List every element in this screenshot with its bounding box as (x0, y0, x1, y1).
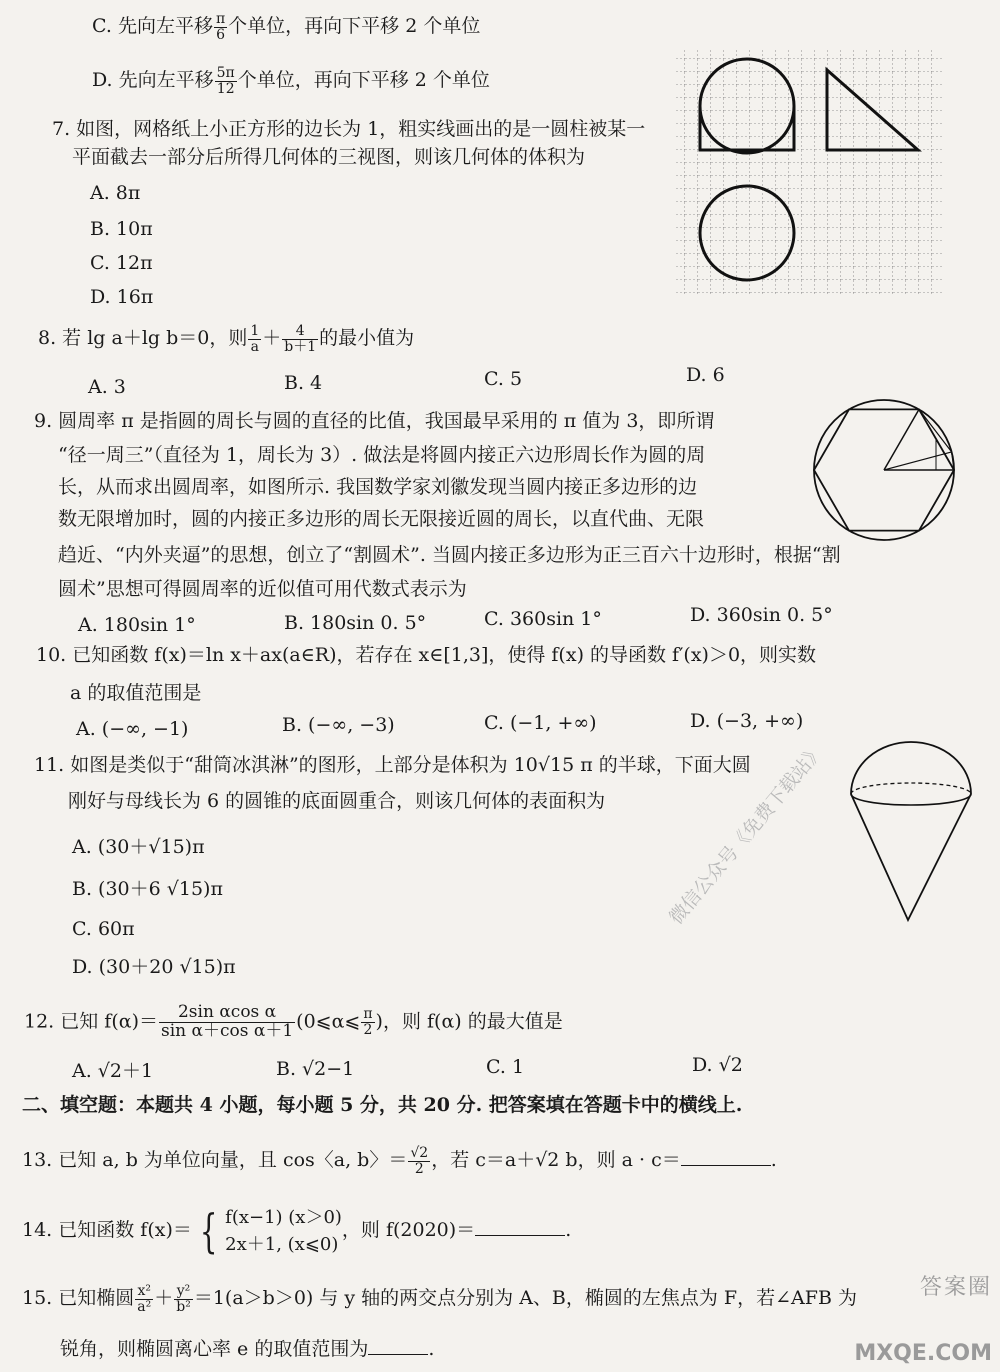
q12-option-b: B. √2−1 (276, 1058, 355, 1080)
q9-option-d: D. 360sin 0. 5° (690, 604, 833, 626)
q11-option-a: A. (30＋√15)π (72, 836, 205, 858)
q10-option-a: A. (−∞, −1) (76, 718, 189, 740)
q6-option-c: C. 先向左平移 $\frac{\pi}{6}$ 个单位，再向下平移 2 个单位 (92, 11, 481, 43)
q11-option-b: B. (30＋6 √15)π (72, 878, 223, 900)
q8-stem: 8. 若 lg a＋lg b＝0，则 $\frac{1}{a}$ ＋ $\frac{4}{b+1}$ 的最小值为 (38, 323, 415, 355)
q9-stem-line4: 数无限增加时，圆的内接正多边形的周长无限接近圆的周长，以直代曲、无限 (58, 508, 705, 530)
q8-option-c: C. 5 (484, 368, 523, 390)
q6-d-fraction: $\frac{5\pi}{12}$ (216, 65, 235, 97)
bisector-line (884, 452, 952, 470)
q12-option-d: D. √2 (692, 1054, 743, 1076)
site-logo-watermark: 答案圈 MXQE.COM (854, 1275, 992, 1366)
grid-paper (674, 48, 942, 294)
q15-stem-line2: 锐角，则椭圆离心率 e 的取值范围为 . (60, 1338, 435, 1360)
q9-stem-line2: “径一周三”（直径为 1，周长为 3）. 做法是将圆内接正六边形周长作为圆的周 (58, 444, 706, 466)
q6-c-fraction: $\frac{\pi}{6}$ (215, 11, 226, 43)
q9-option-c: C. 360sin 1° (484, 608, 602, 630)
q9-stem-line6: 圆术”思想可得圆周率的近似值可用代数式表示为 (58, 578, 467, 600)
q12-option-c: C. 1 (486, 1056, 525, 1078)
q11-stem-line2: 刚好与母线长为 6 的圆锥的底面圆重合，则该几何体的表面积为 (68, 790, 606, 812)
inscribed-hexagon-circle-figure (810, 396, 958, 544)
cone-outline (851, 794, 971, 920)
q8-fraction-1: $\frac{1}{a}$ (250, 323, 260, 355)
q14-cases: f(x−1) (x＞0) 2x＋1, (x⩽0) (225, 1207, 342, 1255)
hemisphere-outline (851, 742, 971, 794)
dodecagon-edge (919, 409, 952, 452)
q13-stem: 13. 已知 a, b 为单位向量，且 cos〈a, b〉＝ $\frac{√2}{2}$ ，若 c＝a＋√2 b，则 a · c＝ . (22, 1145, 777, 1177)
q9-stem-line5: 趋近、“内外夹逼”的思想，创立了“割圆术”. 当圆内接正多边形为正三百六十边形时，根据“割 (58, 544, 841, 566)
q7-option-d: D. 16π (90, 286, 154, 308)
q11-stem-line1: 11. 如图是类似于“甜筒冰淇淋”的图形，上部分是体积为 10√15 π 的半球，下面大圆 (34, 754, 751, 776)
q12-stem: 12. 已知 f(α)＝ $\frac{\text{2sin αcos α}}{\text{sin α＋cos α＋1}}$ (0⩽α⩽ $\frac{\pi}{2}$ )，则 f(α) 的最大值是 (24, 1002, 563, 1041)
q10-option-d: D. (−3, +∞) (690, 710, 804, 732)
q7-option-b: B. 10π (90, 218, 153, 240)
q9-option-b: B. 180sin 0. 5° (284, 612, 427, 634)
q14-stem: 14. 已知函数 f(x)＝ { f(x−1) (x＞0) 2x＋1, (x⩽0) ，则 f(2020)＝ . (22, 1204, 572, 1258)
q9-stem-line3: 长，从而求出圆周率，如图所示. 我国数学家刘徽发现当圆内接正多边形的边 (58, 476, 698, 498)
q7-option-c: C. 12π (90, 252, 153, 274)
base-ellipse-front (851, 794, 971, 805)
base-ellipse-back (851, 783, 971, 794)
q8-option-b: B. 4 (284, 372, 323, 394)
q11-option-d: D. (30＋20 √15)π (72, 956, 236, 978)
q8-fraction-2: $\frac{4}{b+1}$ (284, 323, 317, 355)
q9-option-a: A. 180sin 1° (78, 614, 196, 636)
q10-stem-line1: 10. 已知函数 f(x)＝ln x＋ax(a∈R)，若存在 x∈[1,3]，使得 f(x) 的导函数 f′(x)＞0，则实数 (36, 644, 817, 666)
q13-answer-blank[interactable] (681, 1165, 771, 1166)
q10-option-b: B. (−∞, −3) (282, 714, 395, 736)
q12-condition-fraction: $\frac{\pi}{2}$ (363, 1006, 373, 1038)
q7-stem-line2: 平面截去一部分后所得几何体的三视图，则该几何体的体积为 (72, 146, 586, 168)
wechat-watermark: 微信公众号《免费下载站》 (665, 739, 829, 929)
q7-option-a: A. 8π (90, 182, 141, 204)
q6-option-d: D. 先向左平移 $\frac{5\pi}{12}$ 个单位，再向下平移 2 个单位 (92, 65, 490, 97)
q10-option-c: C. (−1, +∞) (484, 712, 597, 734)
q8-option-d: D. 6 (686, 364, 725, 386)
q11-option-c: C. 60π (72, 918, 135, 940)
q15-answer-blank[interactable] (368, 1354, 428, 1355)
q14-answer-blank[interactable] (475, 1235, 565, 1236)
q15-stem-line1: 15. 已知椭圆 $\frac{\text{x²}}{\text{a²}}$ ＋ $\frac{\text{y²}}{\text{b²}}$ ＝1(a＞b＞0) 与 y 轴的两交点分别为 A、B，椭圆的左焦点为 F，若∠AFB 为 (22, 1283, 857, 1315)
section-2-heading: 二、填空题：本题共 4 小题，每小题 5 分，共 20 分. 把答案填在答题卡中的横线上. (22, 1094, 743, 1116)
q9-stem-line1: 9. 圆周率 π 是指圆的周长与圆的直径的比值，我国最早采用的 π 值为 3，即所谓 (34, 410, 715, 432)
q7-stem-line1: 7. 如图，网格纸上小正方形的边长为 1，粗实线画出的是一圆柱被某一 (52, 118, 646, 140)
q12-fraction: $\frac{\text{2sin αcos α}}{\text{sin α＋cos α＋1}}$ (160, 1002, 294, 1041)
q10-stem-line2: a 的取值范围是 (70, 682, 202, 704)
q15-fraction-1: $\frac{\text{x²}}{\text{a²}}$ (137, 1283, 152, 1315)
three-view-grid-figure (672, 46, 944, 296)
piecewise-brace: { (199, 1204, 218, 1258)
q12-option-a: A. √2＋1 (72, 1060, 154, 1082)
q13-fraction: $\frac{√2}{2}$ (410, 1145, 429, 1177)
q8-option-a: A. 3 (88, 376, 126, 398)
radius-line (884, 409, 919, 470)
q15-fraction-2: $\frac{\text{y²}}{\text{b²}}$ (176, 1283, 191, 1315)
ice-cream-cone-figure (848, 740, 974, 924)
